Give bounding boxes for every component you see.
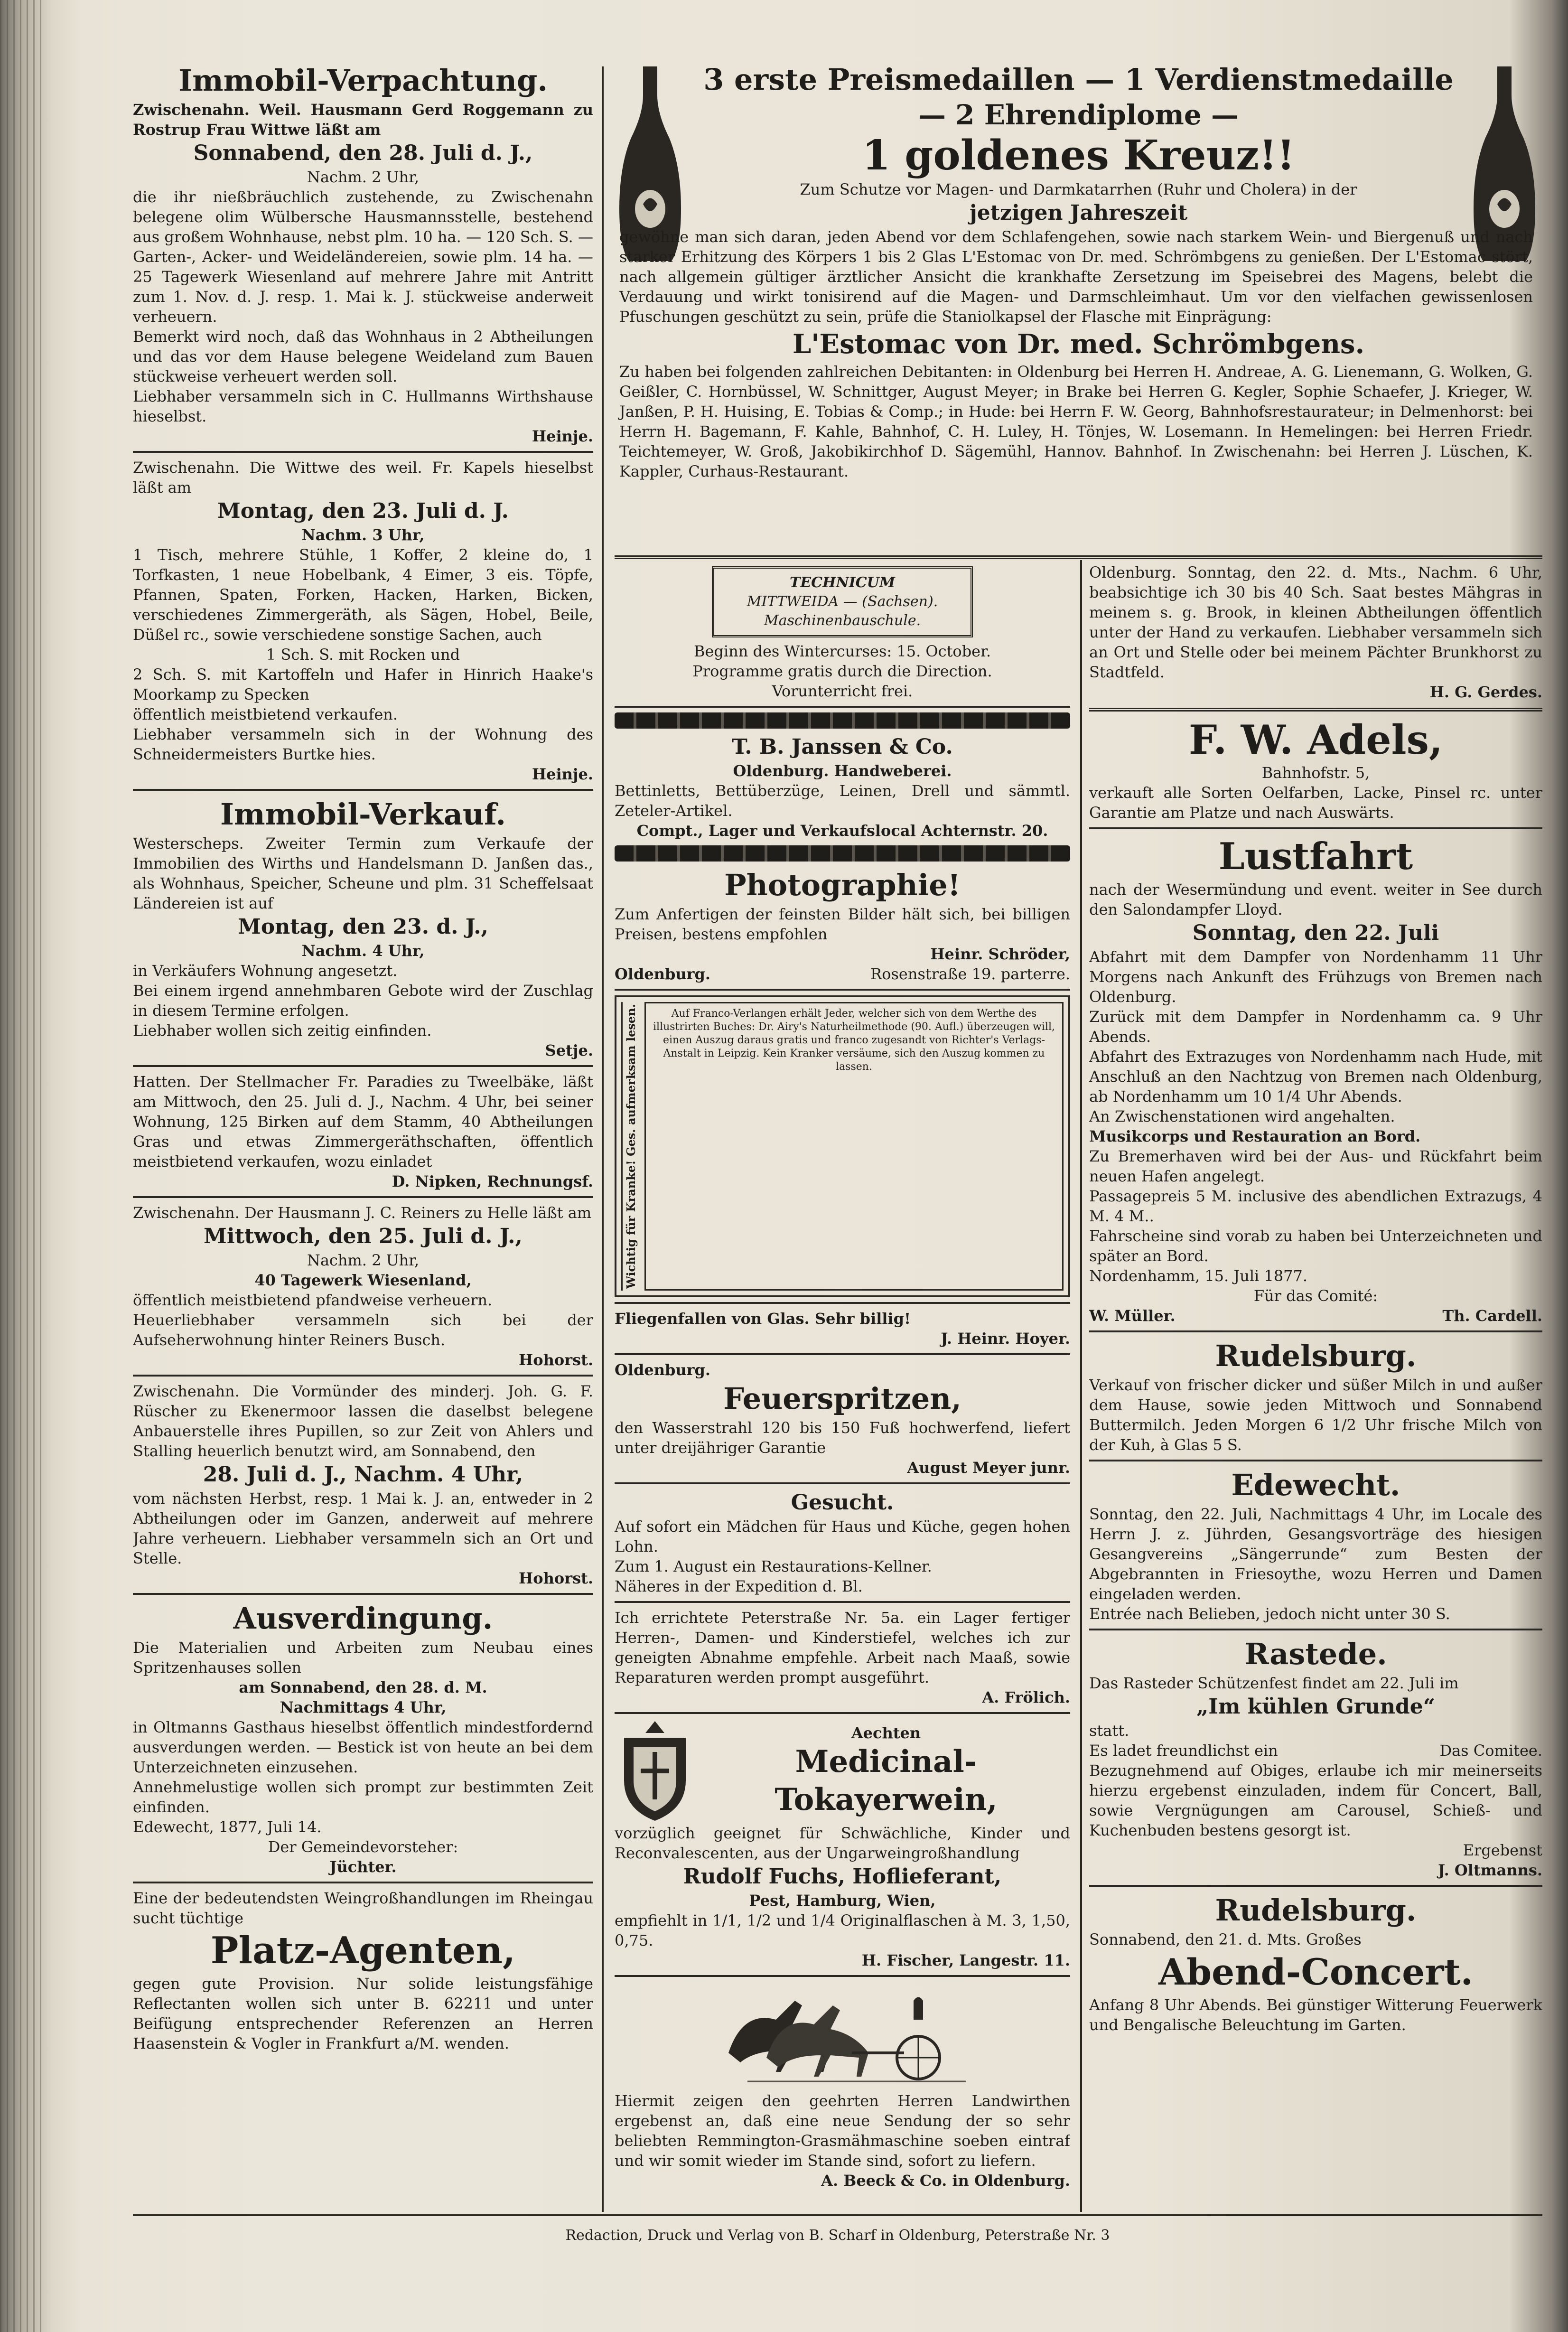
- tokay-name: Rudolf Fuchs, Hoflieferant,: [683, 1864, 1002, 1889]
- ad-date: Mittwoch, den 25. Juli d. J.,: [204, 1224, 523, 1248]
- ad-body: Bei einem irgend annehmbaren Gebote wird der Zuschlag in diesem Termine erfolgen.: [133, 982, 593, 1020]
- gesucht-body: Auf sofort ein Mädchen für Haus und Küche, gegen hohen Lohn.: [615, 1517, 1070, 1556]
- lustfahrt-body: Zurück mit dem Dampfer in Nordenhamm ca. 9 Uhr Abends.: [1089, 1008, 1542, 1046]
- ad-time: Nachm. 4 Uhr,: [301, 942, 425, 960]
- lustfahrt-body: Musikcorps und Restauration an Bord.: [1089, 1127, 1421, 1145]
- ad-meeting: Liebhaber versammeln sich in der Wohnung des Schneidermeisters Burtke hies.: [133, 725, 593, 763]
- ad-intro: Westerscheps. Zweiter Termin zum Verkaufe der Immobilien des Wirths und Handelsmann D. Janßen das., als Wohnhaus, Speicher, Scheune und plm. 31 Scheffelsaat Ländereien ist auf: [133, 834, 593, 912]
- ad-body: vom nächsten Herbst, resp. 1 Mai k. J. an, entweder in 2 Abtheilungen oder im Ganzen, anderweit auf mehrere Jahre verheuern. Liebhaber versammeln sich an Ort und Stelle.: [133, 1489, 593, 1567]
- adels-title: F. W. Adels,: [1188, 716, 1443, 763]
- medal-heading: 3 erste Preismedaillen — 1 Verdienstmedaille: [703, 62, 1454, 97]
- ad-body: Liebhaber versammeln sich in C. Hullmanns Wirthshause hieselbst.: [133, 387, 593, 425]
- technicum-text: Beginn des Wintercurses: 15. October.: [693, 642, 991, 660]
- tokay-cities: Pest, Hamburg, Wien,: [749, 1892, 936, 1910]
- estomac-product-name: L'Estomac von Dr. med. Schrömbgens.: [792, 328, 1365, 360]
- ad-platz-agenten: [133, 1888, 593, 2053]
- ad-signature: Setje.: [545, 1041, 593, 1059]
- column-1: [133, 62, 593, 2198]
- ad-title: Immobil-Verpachtung.: [178, 63, 548, 98]
- divider: [133, 1375, 593, 1377]
- mowing-machine-illustration: [709, 1982, 975, 2086]
- rastede-place: „Im kühlen Grunde“: [1196, 1695, 1436, 1719]
- rudelsburg-body: Verkauf von frischer dicker und süßer Milch in und außer dem Hause, sowie jeden Mittwoch und Sonnabend Buttermilch. Jeden Morgen 6 1/2 Uhr frische Milch von der Kuh, à Glas 5 S.: [1089, 1376, 1542, 1454]
- estomac-dealers: Zu haben bei folgenden zahlreichen Debitanten: in Oldenburg bei Herren H. Andreae, A. G. Lienemann, G. Wolken, G. Geißler, C. Hornbüssel, W. Schnittger, August Meyer; in Brake bei Herren G. Kegler, Sophie Schaefer, J. Krieger, W. Janßen, P. H. Huising, E. Tobias & Comp.; in Hude: bei Herrn F. W. Georg, Bahnhofsrestaurateur; in Delmenhorst: bei Herrn H. Bagemann, F. Kahle, Bahnhof, C. H. Luley, H. Tönjes, W. Losemann. In Hemelingen: bei Herren Friedr. Teichtemeyer, W. Groß, Jakobikirchhof D. Sägemühl, Hannov. Bahnhof. In Zwischenahn: bei Herren J. Lüschen, K. Kappler, Curhaus-Restaurant.: [619, 363, 1533, 480]
- feuer-place: Oldenburg.: [615, 1361, 711, 1379]
- ad-intro: Zwischenahn. Die Wittwe des weil. Fr. Kapels hieselbst läßt am: [133, 459, 593, 496]
- lager-text: Ich errichtete Peterstraße Nr. 5a. ein Lager fertiger Herren-, Damen- und Kinderstiefel, welches ich zur geneigten Abnahme empfehle. Arbeit nach Maaß, sowie Reparaturen werden prompt ausgeführt.: [615, 1609, 1070, 1687]
- divider: [615, 1482, 1070, 1484]
- ad-title: Ausverdingung.: [233, 1601, 493, 1636]
- ad-intro: Zwischenahn. Der Hausmann J. C. Reiners zu Helle läßt am: [133, 1204, 592, 1222]
- divider: [133, 789, 593, 791]
- divider: [615, 706, 1070, 708]
- rastede-comite: Das Comitee.: [1439, 1742, 1542, 1760]
- edewecht-entry: Entrée nach Belieben, jedoch nicht unter 30 S.: [1089, 1605, 1450, 1623]
- coat-of-arms-icon: [615, 1719, 695, 1823]
- divider: [1089, 1629, 1542, 1630]
- footer-rule: [133, 2214, 1542, 2216]
- tokay-pre: Aechten: [851, 1724, 921, 1742]
- lustfahrt-place: Nordenhamm, 15. Juli 1877.: [1089, 1267, 1308, 1285]
- feuer-title: Feuerspritzen,: [723, 1381, 961, 1416]
- ad-meeting: Liebhaber wollen sich zeitig einfinden.: [133, 1021, 432, 1040]
- franco-text: Auf Franco-Verlangen erhält Jeder, welcher sich von dem Werthe des illustrirten Buches: Dr. Airy's Naturheilmethode (90. Aufl.) überzeugen will, einen Auszug daraus gratis und franco zugesandt von Richter's Verlags-Anstalt in Leipzig. Kein Kranker versäume, sich den Auszug kommen zu lassen.: [644, 1002, 1064, 1291]
- gerdes-text: Oldenburg. Sonntag, den 22. d. Mts., Nachm. 6 Uhr, beabsichtige ich 30 bis 40 Sch. Saat bestes Mähgras in meinem s. g. Brook, in kleinen Abtheilungen öffentlich unter der Hand zu verkaufen. Liebhaber versammeln sich an Ort und Stelle oder bei meinem Pächter Brunkhorst zu Stadtfeld.: [1089, 563, 1542, 681]
- lager-signature: A. Frölich.: [982, 1688, 1070, 1707]
- photo-title: Photographie!: [724, 868, 961, 902]
- ad-intro: Die Materialien und Arbeiten zum Neubau eines Spritzenhauses sollen: [133, 1639, 593, 1676]
- ad-time: Nachmittags 4 Uhr,: [280, 1698, 447, 1716]
- ad-signature: Heinje.: [532, 765, 593, 783]
- ad-role: Der Gemeindevorsteher:: [268, 1838, 458, 1856]
- lustfahrt-body: Passagepreis 5 M. inclusive des abendlichen Extrazugs, 4 M. 4 M..: [1089, 1187, 1542, 1225]
- ad-immobil-verkauf: [133, 796, 593, 1060]
- ad-intro: Eine der bedeutendsten Weingroßhandlungen im Rheingau sucht tüchtige: [133, 1889, 593, 1927]
- janssen-sub: Oldenburg. Handweberei.: [733, 762, 952, 780]
- gesucht-body: Näheres in der Expedition d. Bl.: [615, 1577, 863, 1596]
- photo-footer: [615, 964, 1070, 984]
- photo-place: Oldenburg.: [615, 965, 711, 983]
- ad-date: am Sonnabend, den 28. d. M.: [239, 1678, 487, 1696]
- gold-cross-heading: 1 goldenes Kreuz!!: [862, 131, 1295, 179]
- lustfahrt-role: Für das Comité:: [1253, 1287, 1378, 1305]
- divider: [615, 555, 1542, 559]
- ad-signature: Hohorst.: [519, 1569, 593, 1587]
- ad-reiners: [133, 1203, 593, 1370]
- divider: [133, 1593, 593, 1595]
- divider: [133, 1882, 593, 1883]
- divider: [133, 1196, 593, 1198]
- abend-concert-title: Abend-Concert.: [1158, 1951, 1474, 1993]
- ad-meeting: Heuerliebhaber versammeln sich bei der Aufseherwohnung hinter Reiners Busch.: [133, 1311, 593, 1349]
- ad-signature: Hohorst.: [519, 1351, 593, 1369]
- ad-body: die ihr nießbräuchlich zustehende, zu Zwischenahn belegene olim Wülbersche Hausmannsstelle, bestehend aus großem Wohnhause, nebst plm. 10 ha. — 120 Sch. S. — Garten-, Acker- und Weideländereien, sowie plm. 14 ha. — 25 Tagewerk Wiesenland auf mehrere Jahre mit Antritt zum 1. Nov. d. J. resp. 1. Mai k. J. stückweise anderweit verheuern.: [133, 188, 593, 326]
- ad-item: 40 Tagewerk Wiesenland,: [254, 1271, 472, 1289]
- photo-address: Rosenstraße 19. parterre.: [870, 965, 1070, 983]
- divider: [1089, 827, 1542, 829]
- lustfahrt-signature: Th. Cardell.: [1442, 1307, 1542, 1325]
- ad-title: Platz-Agenten,: [210, 1929, 516, 1972]
- rastede-title: Rastede.: [1244, 1637, 1387, 1671]
- estomac-ad: [615, 62, 1542, 565]
- ad-ruescher: [133, 1381, 593, 1588]
- rastede-invite: Es ladet freundlichst ein: [1089, 1742, 1278, 1760]
- lustfahrt-body: Zu Bremerhaven wird bei der Aus- und Rückfahrt beim neuen Hafen angelegt.: [1089, 1147, 1542, 1185]
- column-rule-left: [602, 66, 604, 2212]
- ad-time: Nachm. 2 Uhr,: [307, 1251, 420, 1269]
- rastede-invite-row: [1089, 1741, 1542, 1761]
- ornament-bar: [615, 845, 1070, 862]
- page-edge-shadow: [0, 0, 43, 2332]
- edewecht-body: Sonntag, den 22. Juli, Nachmittags 4 Uhr, im Locale des Herrn J. z. Jührden, Gesangsvorträge des hiesigen Gesangvereins „Sängerrunde“ zum Besten der Abgebrannten in Friesoythe, wozu Herren und Damen eingeladen werden.: [1089, 1505, 1542, 1603]
- lustfahrt-signatures: [1089, 1306, 1542, 1326]
- ad-item: 2 Sch. S. mit Kartoffeln und Hafer in Hinrich Haake's Moorkamp zu Specken: [133, 665, 593, 703]
- technicum-title: TECHNICUM: [789, 574, 896, 591]
- ad-date: Montag, den 23. Juli d. J.: [217, 499, 509, 523]
- lustfahrt-signature: W. Müller.: [1089, 1307, 1176, 1325]
- divider: [133, 451, 593, 453]
- janssen-body: Bettinletts, Bettüberzüge, Leinen, Drell und sämmtl. Zeteler-Artikel.: [615, 782, 1070, 820]
- gerdes-signature: H. G. Gerdes.: [1429, 683, 1542, 701]
- feuer-body: den Wasserstrahl 120 bis 150 Fuß hochwerfend, liefert unter dreijähriger Garantie: [615, 1419, 1070, 1457]
- divider: [615, 989, 1070, 991]
- tokay-title: Tokayerwein,: [775, 1782, 998, 1818]
- ad-time: Nachm. 3 Uhr,: [301, 526, 425, 544]
- divider: [1089, 1885, 1542, 1887]
- lustfahrt-body: Abfahrt mit dem Dampfer von Nordenhamm 11 Uhr Morgens nach Ankunft des Frühzugs von Bremen nach Oldenburg.: [1089, 948, 1542, 1006]
- ad-body: Bemerkt wird noch, daß das Wohnhaus in 2 Abtheilungen und das vor dem Hause belegene Weideland zum Bauen stückweise verheuert werden soll.: [133, 328, 593, 385]
- fliegen-text: Fliegenfallen von Glas. Sehr billig!: [615, 1310, 911, 1328]
- column-2: [615, 562, 1070, 2205]
- photo-body: Zum Anfertigen der feinsten Bilder hält sich, bei billigen Preisen, bestens empfohlen: [615, 905, 1070, 943]
- tokay-title: Medicinal-: [795, 1744, 977, 1780]
- lustfahrt-body: Abfahrt des Extrazuges von Nordenhamm nach Hude, mit Anschluß an den Nachtzug von Bremen nach Oldenburg, ab Nordenhamm um 10 1/4 Uhr Abends.: [1089, 1048, 1542, 1105]
- rudelsburg-title: Rudelsburg.: [1215, 1893, 1417, 1928]
- rudelsburg-title: Rudelsburg.: [1215, 1339, 1417, 1373]
- ad-body: öffentlich meistbietend pfandweise verheuern.: [133, 1291, 493, 1309]
- estomac-body: gewöhne man sich daran, jeden Abend vor dem Schlafengehen, sowie nach starkem Wein- und Biergenuß und nach starker Erhitzung des Körpers 1 bis 2 Glas L'Estomac von Dr. med. Schrömbgens zu genießen. Der L'Estomac stört, nach allgemein gültiger ärztlicher Ansicht die krankhafte Zersetzung im Speisebrei des Magens, belebt die Verdauung und wirkt tonisirend auf die Magen- und Darmschleimhaut. Um vor den vielfachen gewissenlosen Pfuschungen geschützt zu sein, prüfe die Staniolkapsel der Flasche mit Einprägung:: [619, 228, 1533, 326]
- ad-body: öffentlich meistbietend verkaufen.: [133, 705, 398, 723]
- ad-date: Montag, den 23. d. J.,: [238, 915, 488, 939]
- janssen-name: T. B. Janssen & Co.: [732, 735, 953, 759]
- medal-subheading: — 2 Ehrendiplome —: [918, 99, 1239, 131]
- ad-body: in Oltmanns Gasthaus hieselbst öffentlich mindestfordernd ausverdungen werden. — Bestick ist von heute an bei dem Unterzeichneten einzusehen.: [133, 1718, 593, 1776]
- tokay-signature: H. Fischer, Langestr. 11.: [861, 1951, 1070, 1970]
- imprint-footer: Redaction, Druck und Verlag von B. Scharf in Oldenburg, Peterstraße Nr. 3: [565, 2227, 1110, 2244]
- ad-intro: Zwischenahn. Weil. Hausmann Gerd Roggemann zu Rostrup Frau Wittwe läßt am: [133, 101, 593, 139]
- franco-side-label: Wichtig für Kranke! Ges. aufmerksam lesen.: [621, 1002, 640, 1291]
- ad-kapels: [133, 458, 593, 784]
- ad-hatten: [133, 1072, 593, 1191]
- adels-body: verkauft alle Sorten Oelfarben, Lacke, Pinsel rc. unter Garantie am Platze und nach Auswärts.: [1089, 784, 1542, 822]
- divider: [615, 1601, 1070, 1603]
- ad-item: 1 Sch. S. mit Rocken und: [266, 646, 460, 664]
- rudelsburg-body: Anfang 8 Uhr Abends. Bei günstiger Witterung Feuerwerk und Bengalische Beleuchtung im Garten.: [1089, 1996, 1542, 2034]
- ad-body: Annehmelustige wollen sich prompt zur bestimmten Zeit einfinden.: [133, 1778, 593, 1816]
- mower-signature: A. Beeck & Co. in Oldenburg.: [821, 2172, 1070, 2190]
- adels-address: Bahnhofstr. 5,: [1261, 764, 1370, 782]
- divider: [1089, 1330, 1542, 1332]
- ad-body: Zwischenahn. Die Vormünder des minderj. Joh. G. F. Rüscher zu Ekenermoor lassen die daselbst belegene Anbauerstelle ihres Pupillen, so zur Zeit von Ahlers und Stalling heuerlich benutzt wird, am Sonnabend, den: [133, 1382, 593, 1460]
- divider: [615, 1712, 1070, 1714]
- rastede-role: Ergebenst: [1463, 1841, 1542, 1859]
- ad-body: in Verkäufers Wohnung angesetzt.: [133, 962, 398, 980]
- ad-body: 1 Tisch, mehrere Stühle, 1 Koffer, 2 kleine do, 1 Torfkasten, 1 neue Hobelbank, 4 Eimer, 3 eis. Töpfe, Pfannen, Spaten, Forken, Hacken, Harken, Bicken, verschiedenes Zimmergeräth, als Sägen, Hobel, Beile, Düßel rc., sowie verschiedene sonstige Sachen, auch: [133, 546, 593, 644]
- ornament-bar: [615, 712, 1070, 729]
- janssen-address: Compt., Lager und Verkaufslocal Achternstr. 20.: [636, 822, 1048, 840]
- lustfahrt-date: Sonntag, den 22. Juli: [1192, 921, 1439, 945]
- divider: [615, 1302, 1070, 1304]
- ad-date: Sonnabend, den 28. Juli d. J.,: [193, 141, 533, 165]
- tokay-header: [615, 1719, 1070, 1823]
- tokay-body: vorzüglich geeignet für Schwächliche, Kinder und Reconvalescenten, aus der Ungarweingroßhandlung: [615, 1824, 1070, 1863]
- technicum-school: Maschinenbauschule.: [764, 612, 921, 629]
- ad-title: Immobil-Verkauf.: [220, 797, 506, 832]
- divider: [615, 1353, 1070, 1355]
- technicum-text: Vorunterricht frei.: [772, 682, 913, 700]
- rastede-body: statt.: [1089, 1722, 1129, 1740]
- estomac-intro: Zum Schutze vor Magen- und Darmkatarrhen (Ruhr und Cholera) in der: [800, 180, 1357, 198]
- feuer-signature: August Meyer junr.: [907, 1459, 1070, 1477]
- rudelsburg-intro: Sonnabend, den 21. d. Mts. Großes: [1089, 1930, 1362, 1948]
- photo-name: Heinr. Schröder,: [930, 945, 1070, 963]
- lustfahrt-body: An Zwischenstationen wird angehalten.: [1089, 1107, 1395, 1125]
- ad-date: 28. Juli d. J., Nachm. 4 Uhr,: [203, 1462, 523, 1487]
- ad-body: Hatten. Der Stellmacher Fr. Paradies zu Tweelbäke, läßt am Mittwoch, den 25. Juli d. J., Nachm. 4 Uhr, bei seiner Wohnung, 125 Birken auf dem Stamm, 40 Abtheilungen Gras und etwas Zimmergeräthschaften, öffentlich meistbietend verkaufen, wozu einladet: [133, 1073, 593, 1171]
- tokay-titles: [702, 1723, 1070, 1819]
- column-rule-right: [1080, 560, 1082, 2212]
- technicum-place: MITTWEIDA — (Sachsen).: [747, 593, 938, 610]
- ad-signature: Jüchter.: [329, 1858, 397, 1876]
- ad-signature: D. Nipken, Rechnungsf.: [392, 1172, 593, 1190]
- lustfahrt-body: nach der Wesermündung und event. weiter in See durch den Salondampfer Lloyd.: [1089, 880, 1542, 918]
- gesucht-title: Gesucht.: [791, 1490, 894, 1515]
- ad-time: Nachm. 2 Uhr,: [307, 168, 420, 186]
- fliegen-signature: J. Heinr. Hoyer.: [941, 1330, 1070, 1348]
- lustfahrt-body: Fahrscheine sind vorab zu haben bei Unterzeichneten und später an Bord.: [1089, 1227, 1542, 1265]
- rastede-signature: J. Oltmanns.: [1437, 1861, 1542, 1879]
- divider: [133, 1065, 593, 1067]
- lustfahrt-title: Lustfahrt: [1218, 835, 1413, 878]
- rastede-body: Das Rasteder Schützenfest findet am 22. Juli im: [1089, 1674, 1459, 1692]
- column-3: [1089, 562, 1542, 2205]
- mower-body: Hiermit zeigen den geehrten Herren Landwirthen ergebenst an, daß eine neue Sendung der so sehr beliebten Remmington-Grasmähmaschine soeben eintraf und wir somit wieder im Stande sind, sofort zu liefern.: [615, 2092, 1070, 2170]
- tokay-price: empfiehlt in 1/1, 1/2 und 1/4 Originalflaschen à M. 3, 1,50, 0,75.: [615, 1911, 1070, 1950]
- estomac-season: jetzigen Jahreszeit: [969, 201, 1188, 225]
- ad-ausverdingung: [133, 1600, 593, 1877]
- divider: [615, 1975, 1070, 1977]
- gesucht-body: Zum 1. August ein Restaurations-Kellner.: [615, 1557, 932, 1576]
- technicum-text: Programme gratis durch die Direction.: [692, 662, 992, 680]
- edewecht-title: Edewecht.: [1231, 1468, 1400, 1502]
- ad-immobil-verpachtung: [133, 62, 593, 446]
- divider: [1089, 1460, 1542, 1461]
- franco-box: [615, 995, 1070, 1297]
- rastede-body: Bezugnehmend auf Obiges, erlaube ich mir meinerseits hierzu ergebenst einzuladen, indem für Concert, Ball, sowie Vergnügungen am Carousel, Schieß- und Kuchenbuden bestens gesorgt ist.: [1089, 1761, 1542, 1839]
- divider: [1089, 708, 1542, 712]
- technicum-box: [712, 566, 973, 637]
- ad-signature: Heinje.: [532, 427, 593, 445]
- ad-place: Edewecht, 1877, Juli 14.: [133, 1818, 322, 1836]
- ad-body: gegen gute Provision. Nur solide leistungsfähige Reflectanten wollen sich unter B. 62211 und unter Beifügung entsprechender Referenzen an Herren Haasenstein & Vogler in Frankfurt a/M. wenden.: [133, 1975, 593, 2052]
